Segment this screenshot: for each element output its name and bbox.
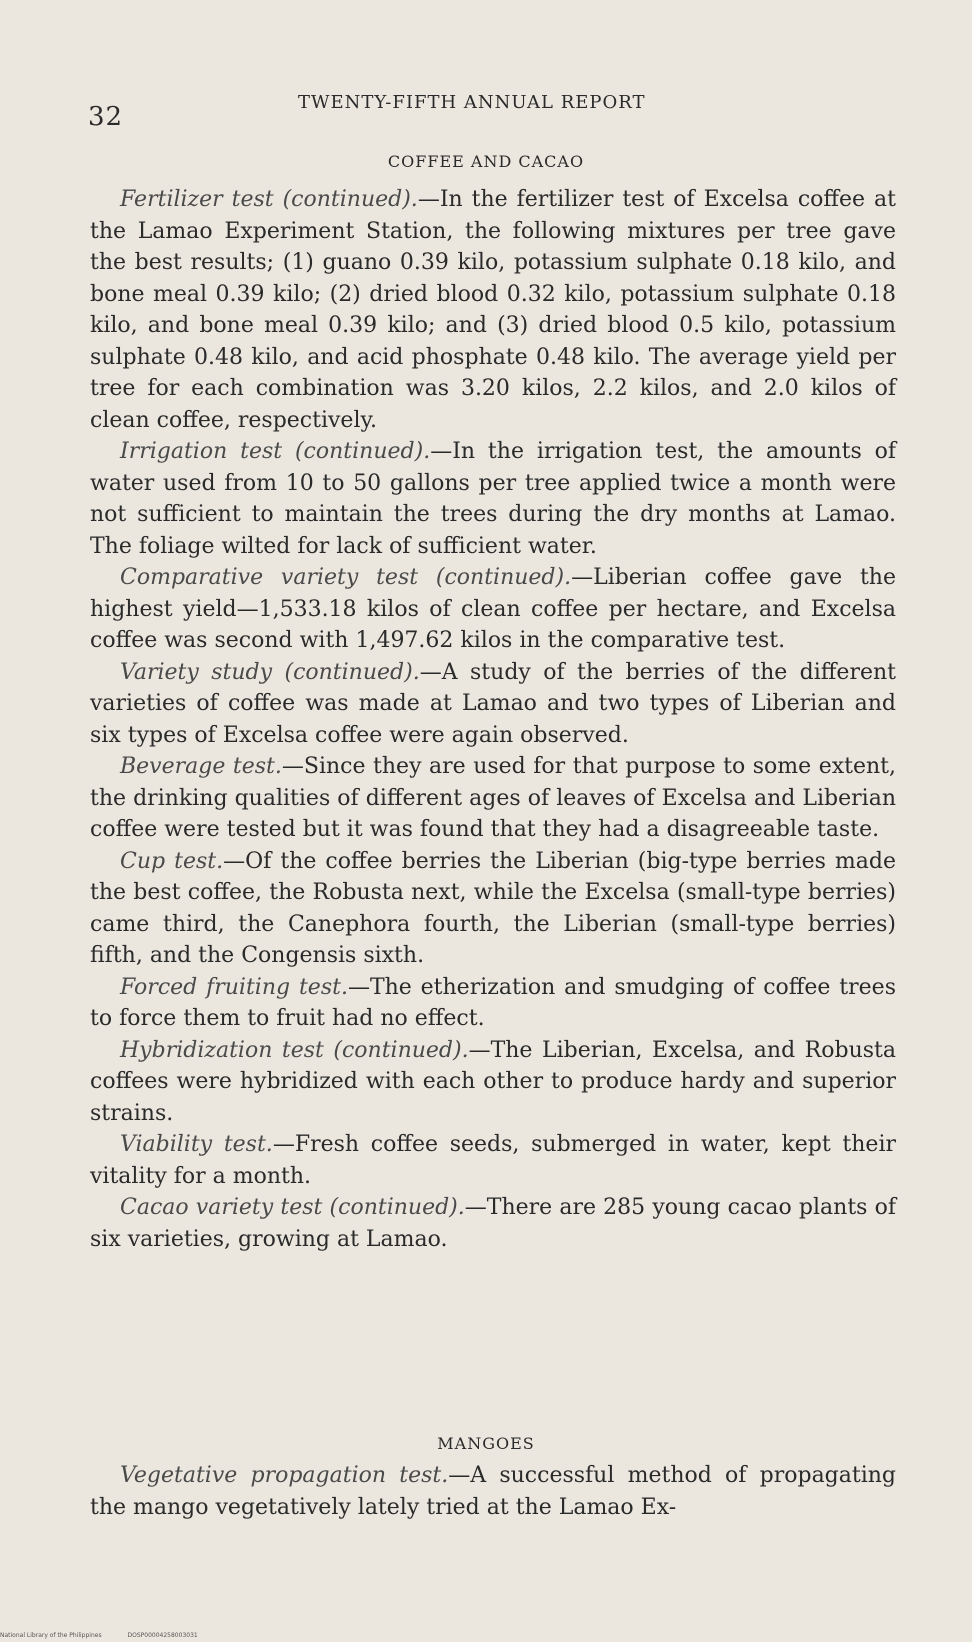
paragraph-lead: Beverage test. xyxy=(120,754,282,779)
paragraph-viability-test xyxy=(90,1129,896,1192)
paragraph-irrigation-test xyxy=(90,436,896,562)
paragraph-hybridization-test xyxy=(90,1035,896,1130)
page-header xyxy=(88,88,898,132)
paragraph-comparative-variety-test xyxy=(90,562,896,657)
paragraph-cacao-variety-test xyxy=(90,1192,896,1255)
paragraph-cup-test xyxy=(90,846,896,972)
paragraph-lead: Cup test. xyxy=(120,848,224,874)
paragraph-lead: Variety study (continued). xyxy=(120,659,420,685)
paragraph-vegetative-propagation-test xyxy=(90,1460,896,1523)
paragraph-lead: Irrigation test (continued). xyxy=(120,439,431,464)
paragraph-text: —Fresh coffee seeds, submerged in water, kept their vitality for a month. xyxy=(90,1132,897,1189)
footer-library: National Library of the Philippines xyxy=(0,1632,102,1639)
paragraph-text: —Liberian coffee gave the highest yield—1,533.18 kilos of clean coffee per hectare, and Excelsa coffee was second with 1,497.62 kilos in the comparative test. xyxy=(90,565,896,653)
paragraph-lead: Vegetative propagation test. xyxy=(120,1463,449,1488)
section-body-mangoes xyxy=(90,1460,896,1523)
paragraph-text: —Since they are used for that purpose to some extent, the drinking qualities of different ages of leaves of Excelsa and Liberian coffee were tested but it was found that they had a disagreeable taste. xyxy=(90,754,896,842)
paragraph-text: —There are 285 young cacao plants of six varieties, growing at Lamao. xyxy=(90,1195,897,1252)
paragraph-text: —In the irrigation test, the amounts of water used from 10 to 50 gallons per tree applied twice a month were not sufficient to maintain the trees during the dry months at Lamao. The foliage wilted for lack of sufficient water. xyxy=(90,439,896,559)
paragraph-text: —Of the coffee berries the Liberian (big-type berries made the best coffee, the Robusta next, while the Excelsa (small-type berries) came third, the Canephora fourth, the Liberian (small-type berries) fifth, and the Congensis sixth. xyxy=(90,848,897,968)
paragraph-forced-fruiting-test xyxy=(90,972,896,1035)
section-body-coffee-cacao xyxy=(90,184,896,1255)
footer-identifier: DOSP00004258003031 xyxy=(127,1632,198,1639)
paragraph-lead: Comparative variety test (continued). xyxy=(120,565,572,590)
scan-footer xyxy=(0,1632,222,1639)
paragraph-lead: Hybridization test (continued). xyxy=(120,1037,469,1063)
page-number: 32 xyxy=(88,102,124,132)
paragraph-beverage-test xyxy=(90,751,896,846)
paragraph-text: —The Liberian, Excelsa, and Robusta coffees were hybridized with each other to produce hardy and superior strains. xyxy=(90,1037,896,1126)
paragraph-lead: Fertilizer test (continued). xyxy=(120,187,418,212)
paragraph-lead: Cacao variety test (continued). xyxy=(120,1195,465,1220)
paragraph-lead: Viability test. xyxy=(120,1132,273,1157)
paragraph-lead: Forced fruiting test. xyxy=(120,974,348,1000)
paragraph-variety-study xyxy=(90,657,896,752)
paragraph-text: —A study of the berries of the different varieties of coffee was made at Lamao and two types of Liberian and six types of Excelsa coffee were again observed. xyxy=(90,659,896,748)
paragraph-text: —In the fertilizer test of Excelsa coffee at the Lamao Experiment Station, the following mixtures per tree gave the best results; (1) guano 0.39 kilo, potassium sulphate 0.18 kilo, and bone meal 0.39 kilo; (2) dried blood 0.32 kilo, potassium sulphate 0.18 kilo, and bone meal 0.39 kilo; and (3) dried blood 0.5 kilo, potassium sulphate 0.48 kilo, and acid phosphate 0.48 kilo. The average yield per tree for each combination was 3.20 kilos, 2.2 kilos, and 2.0 kilos of clean coffee, respectively. xyxy=(90,187,896,433)
paragraph-fertilizer-test xyxy=(90,184,896,436)
section-heading-coffee-cacao: COFFEE AND CACAO xyxy=(387,152,585,171)
paragraph-text: —A successful method of propagating the mango vegetatively lately tried at the Lamao Ex- xyxy=(90,1463,897,1520)
section-heading-mangoes: MANGOES xyxy=(437,1434,535,1453)
paragraph-text: —The etherization and smudging of coffee trees to force them to fruit had no effect. xyxy=(90,974,896,1031)
running-title: TWENTY-FIFTH ANNUAL REPORT xyxy=(298,92,646,113)
